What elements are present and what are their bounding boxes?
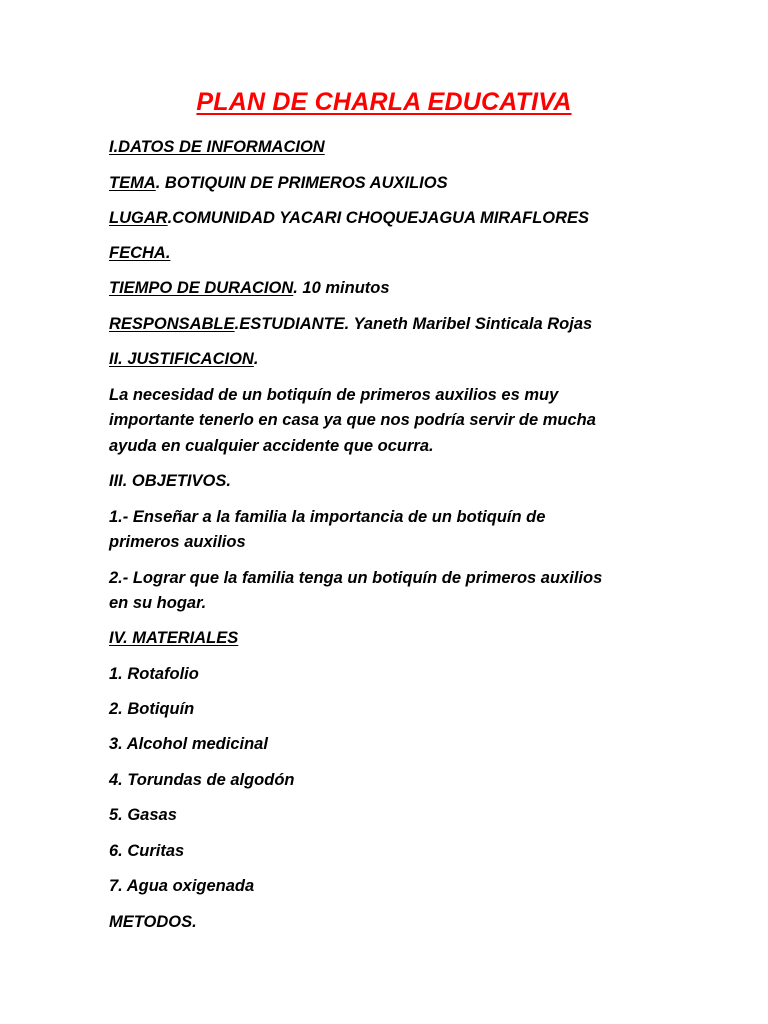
document-title: PLAN DE CHARLA EDUCATIVA bbox=[196, 88, 572, 116]
justificacion-line-1: La necesidad de un botiquín de primeros auxilios es muy bbox=[109, 386, 559, 404]
material-item: 3. Alcohol medicinal bbox=[109, 735, 268, 753]
section-materiales-heading: IV. MATERIALES bbox=[109, 629, 239, 647]
justificacion-line-3: ayuda en cualquier accidente que ocurra. bbox=[109, 437, 434, 455]
material-item: 7. Agua oxigenada bbox=[109, 877, 255, 895]
responsable-label: RESPONSABLE bbox=[109, 315, 235, 333]
tema-value: . BOTIQUIN DE PRIMEROS AUXILIOS bbox=[155, 174, 448, 192]
material-item: 5. Gasas bbox=[109, 806, 177, 824]
section-objetivos-heading: III. OBJETIVOS. bbox=[109, 472, 231, 490]
tiempo-value: . 10 minutos bbox=[293, 279, 390, 297]
lugar-label: LUGAR bbox=[109, 209, 168, 227]
objetivo-2-line-1: 2.- Lograr que la familia tenga un botiquín de primeros auxilios bbox=[109, 569, 603, 587]
fecha-label: FECHA. bbox=[109, 244, 171, 262]
lugar-line bbox=[109, 205, 589, 231]
section-justificacion-heading bbox=[109, 346, 258, 372]
section-datos-heading: I.DATOS DE INFORMACION bbox=[109, 138, 325, 156]
material-item: 1. Rotafolio bbox=[109, 665, 199, 683]
objetivo-2-line-2: en su hogar. bbox=[109, 594, 207, 612]
tema-label: TEMA bbox=[109, 174, 156, 192]
tema-line bbox=[109, 170, 448, 196]
justificacion-line-2: importante tenerlo en casa ya que nos podría servir de mucha bbox=[109, 411, 596, 429]
responsable-line bbox=[109, 311, 592, 337]
section-metodos-heading: METODOS. bbox=[109, 913, 197, 931]
material-item: 6. Curitas bbox=[109, 842, 185, 860]
lugar-value: .COMUNIDAD YACARI CHOQUEJAGUA MIRAFLORES bbox=[167, 209, 590, 227]
justificacion-heading-suffix: . bbox=[253, 350, 259, 368]
objetivo-1-line-2: primeros auxilios bbox=[109, 533, 246, 551]
material-item: 2. Botiquín bbox=[109, 700, 195, 718]
justificacion-heading-text: II. JUSTIFICACION bbox=[109, 350, 254, 368]
objetivo-1-line-1: 1.- Enseñar a la familia la importancia de un botiquín de bbox=[109, 508, 546, 526]
tiempo-label: TIEMPO DE DURACION bbox=[109, 279, 294, 297]
responsable-value: .ESTUDIANTE. Yaneth Maribel Sinticala Rojas bbox=[234, 315, 593, 333]
material-item: 4. Torundas de algodón bbox=[109, 771, 295, 789]
tiempo-line bbox=[109, 275, 390, 301]
